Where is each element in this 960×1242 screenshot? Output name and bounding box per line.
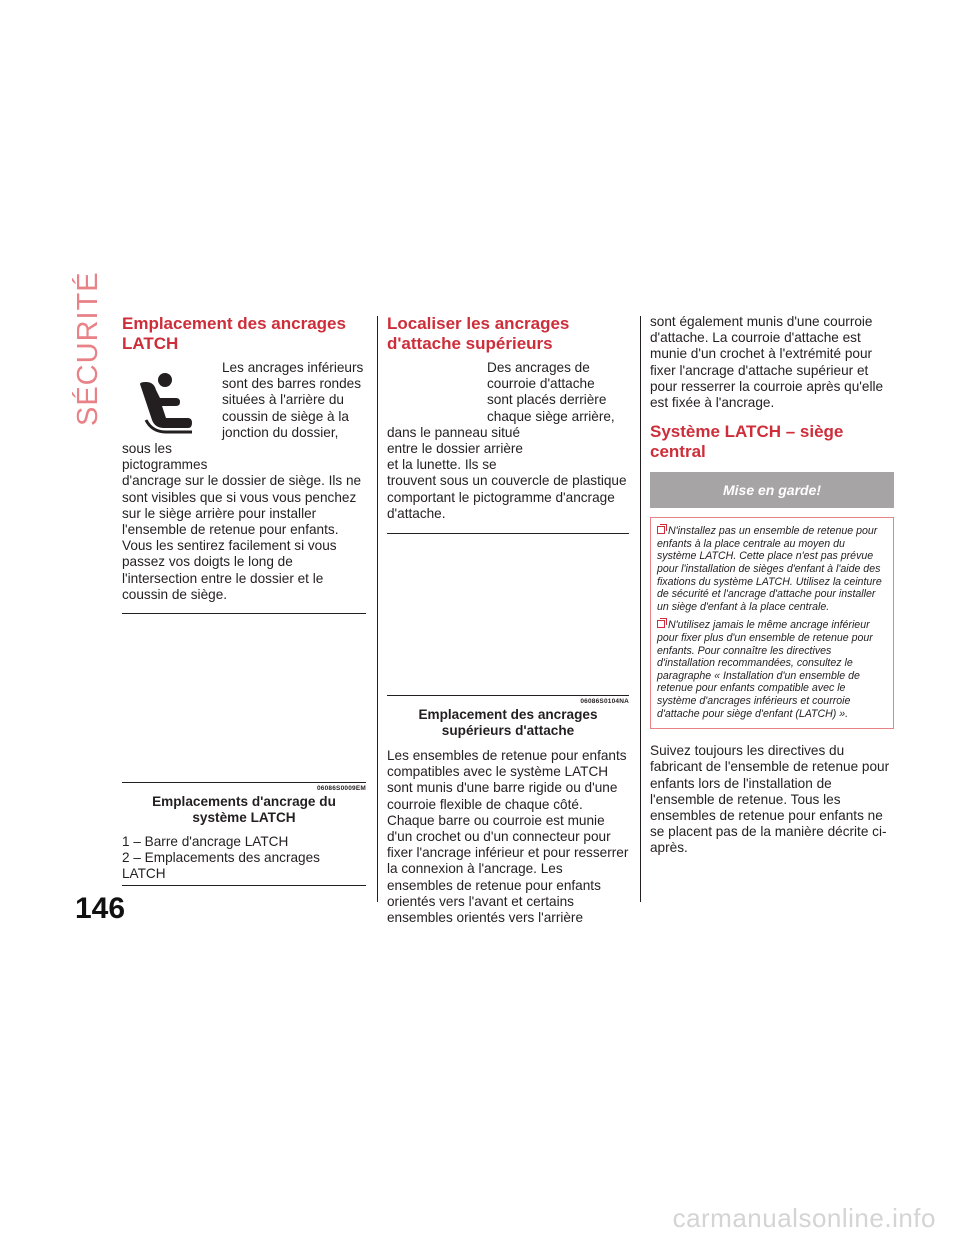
heading-latch-center: Système LATCH – siège central [650, 422, 844, 462]
watermark: carmanualsonline.info [672, 1203, 936, 1233]
legend-item: 1 – Barre d'ancrage LATCH [122, 834, 289, 850]
child-seat-icon [122, 370, 222, 436]
intro-text-continued: d'ancrage sur le dossier de siège. Ils ne sont visibles que si vous vous penchez sur le siège arrière pour installer l'ensemble de retenue pour enfants. Vous les sentirez facilement si vous passez vos doigts le long de l'intersection entre le dossier et le coussin de siège. [122, 473, 362, 602]
legend-item: 2 – Emplacements des ancrages LATCH [122, 850, 320, 882]
figure-legend [122, 834, 366, 882]
child-seat-pictogram [122, 370, 222, 436]
column-divider [640, 316, 641, 902]
body-text: Suivez toujours les directives du fabricant de l'ensemble de retenue pour enfants lors de l'installation de l'ensemble de retenue. Tous les ensembles de retenue pour enfants ne se placent pas de la manière décrite ci-après. [650, 743, 890, 856]
checkbox-bullet-icon [657, 620, 665, 628]
heading-tether-anchors: Localiser les ancrages d'attache supérieurs [387, 314, 570, 353]
figure-tether-locations [387, 534, 629, 695]
warning-header: Mise en garde! [650, 472, 894, 508]
figure-caption: Emplacement des ancrages supérieurs d'attache [418, 707, 598, 739]
figure-code: 06086S0104NA [580, 698, 629, 706]
column-divider [377, 316, 378, 902]
column-left [122, 314, 366, 886]
column-right [650, 314, 894, 857]
heading-latch-anchors: Emplacement des ancrages LATCH [122, 314, 346, 353]
warning-item: N'installez pas un ensemble de retenue pour enfants à la place centrale au moyen du système LATCH. Cette place n'est pas prévue pour l'installation de sièges d'enfant à l'aide des fixations du système LATCH. Utilisez la ceinture de sécurité et l'ancrage d'attache pour installer un siège d'enfant à la place centrale. [657, 525, 882, 613]
column-middle [387, 314, 629, 926]
checkbox-bullet-icon [657, 526, 665, 534]
intro-text-continued: trouvent sous un couvercle de plastique comportant le pictogramme d'ancrage d'attache. [387, 473, 627, 521]
figure-latch-locations [122, 614, 366, 782]
page-number: 146 [75, 892, 126, 925]
warning-item: N'utilisez jamais le même ancrage inférieur pour fixer plus d'un ensemble de retenue pour enfants. Pour connaître les directives d'installation recommandées, consultez le paragraphe « Installation d'un ensemble de retenue pour enfants compatible avec le système d'ancrages inférieurs et courroie d'attache pour siège d'enfant (LATCH) ». [657, 619, 873, 720]
continuation-text: sont également munis d'une courroie d'attache. La courroie d'attache est munie d'un crochet à l'extrémité pour fixer l'ancrage d'attache supérieur et pour resserrer la courroie après qu'elle est fixée à l'ancrage. [650, 314, 884, 411]
intro-text-wrapped: Les ancrages inférieurs sont des barres rondes situées à l'arrière du coussin de siège à la jonction du dossier, sous les pictogrammes [122, 360, 364, 473]
body-text: Les ensembles de retenue pour enfants compatibles avec le système LATCH sont munis d'une barre rigide ou d'une courroie flexible de chaque côté. Chaque barre ou courroie est munie d'un crochet ou d'un connecteur pour fixer l'ancrage inférieur et pour resserrer la connexion à l'ancrage. Les ensembles de retenue pour enfants orientés vers l'avant et certains ensembles orientés vers l'arrière [387, 748, 629, 926]
figure-caption: Emplacements d'ancrage du système LATCH [152, 794, 336, 826]
pictogram-placeholder [387, 360, 487, 420]
legend-bottom-rule [122, 885, 366, 886]
figure-code: 06086S0009EM [316, 785, 366, 793]
intro-text-wrapped: Des ancrages de courroie d'attache sont placés derrière chaque siège arrière, dans le panneau situé entre le dossier arrière et la lunette. Ils se [387, 360, 615, 473]
warning-box [650, 517, 894, 729]
section-side-label: SÉCURITÉ [72, 271, 104, 426]
